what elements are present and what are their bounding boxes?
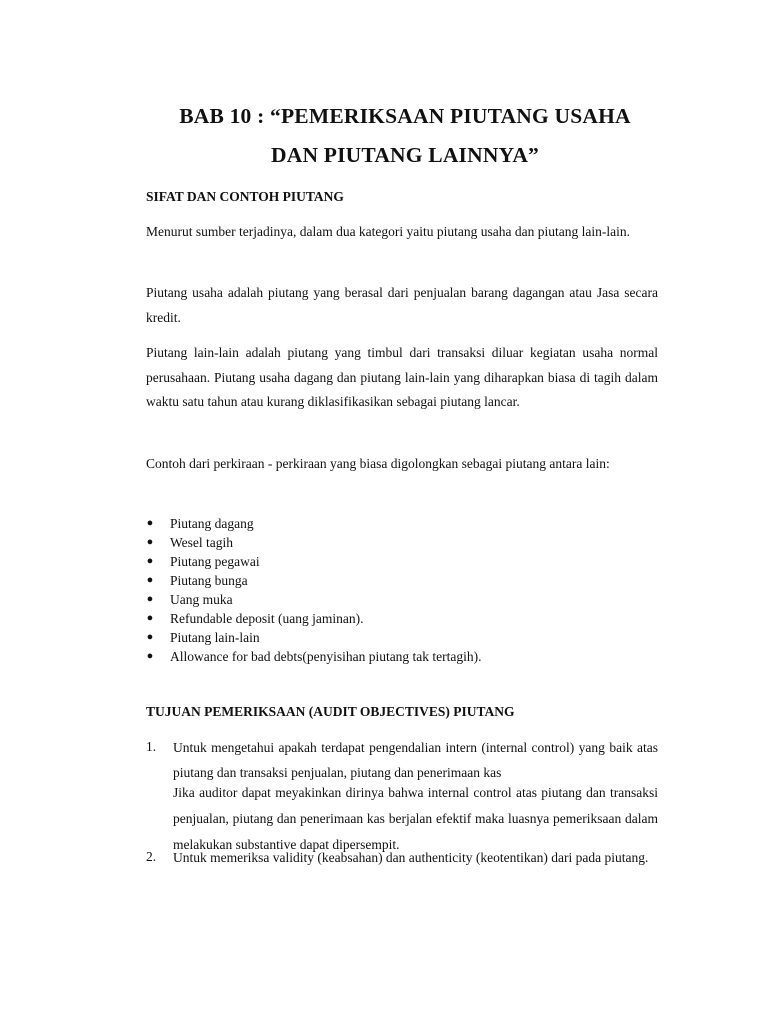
list-item: [146, 571, 666, 590]
document-title-line-1: BAB 10 : “PEMERIKSAAN PIUTANG USAHA: [179, 104, 631, 128]
list-item-1-text: Untuk mengetahui apakah terdapat pengendalian intern (internal control) yang baik atas piutang dan transaksi penjualan, piutang dan penerimaan kas: [173, 740, 658, 780]
paragraph-contoh: Contoh dari perkiraan - perkiraan yang biasa digolongkan sebagai piutang antara lain:: [146, 456, 610, 471]
section-heading-sifat: SIFAT DAN CONTOH PIUTANG: [146, 189, 344, 204]
list-item-text: Wesel tagih: [170, 535, 234, 550]
list-item-text: Refundable deposit (uang jaminan).: [170, 611, 364, 626]
list-item: [146, 628, 666, 647]
bullet-icon: ●: [146, 574, 154, 586]
list-item: [146, 552, 666, 571]
paragraph-piutang-lain: Piutang lain-lain adalah piutang yang timbul dari transaksi diluar kegiatan usaha normal perusahaan. Piutang usaha dagang dan piutang lain-lain yang diharapkan biasa di tagih dalam waktu satu tahun atau kurang diklasifikasikan sebagai piutang lancar.: [146, 345, 658, 410]
list-item-2-text: Untuk memeriksa validity (keabsahan) dan authenticity (keotentikan) dari pada piutang.: [173, 850, 649, 865]
document-title-line-2: DAN PIUTANG LAINNYA”: [271, 143, 539, 167]
list-item-1-continuation: Jika auditor dapat meyakinkan dirinya bahwa internal control atas piutang dan transaksi penjualan, piutang dan penerimaan kas berjalan efektif maka luasnya pemeriksaan dalam melakukan substantive dapat dipersempit.: [173, 785, 658, 852]
paragraph-sumber: Menurut sumber terjadinya, dalam dua kategori yaitu piutang usaha dan piutang lain-lain.: [146, 224, 630, 239]
bullet-icon: ●: [146, 593, 154, 605]
list-item-text: Piutang dagang: [170, 516, 254, 531]
list-item: [146, 647, 666, 666]
bullet-icon: ●: [146, 612, 154, 624]
list-item: [146, 590, 666, 609]
bullet-icon: ●: [146, 536, 154, 548]
list-item: [146, 514, 666, 533]
section-heading-tujuan: TUJUAN PEMERIKSAAN (AUDIT OBJECTIVES) PIUTANG: [146, 704, 515, 719]
list-item-text: Piutang lain-lain: [170, 630, 260, 645]
bullet-icon: ●: [146, 517, 154, 529]
list-item-text: Piutang bunga: [170, 573, 248, 588]
paragraph-piutang-usaha: Piutang usaha adalah piutang yang berasal dari penjualan barang dagangan atau Jasa secara kredit.: [146, 285, 658, 325]
bullet-icon: ●: [146, 650, 154, 662]
list-item-text: Piutang pegawai: [170, 554, 260, 569]
list-item-text: Allowance for bad debts(penyisihan piutang tak tertagih).: [170, 649, 482, 664]
list-item: [146, 533, 666, 552]
list-item: [146, 609, 666, 628]
list-item-text: Uang muka: [170, 592, 233, 607]
list-number-1: 1.: [146, 739, 157, 754]
bullet-list-contoh-piutang: [146, 514, 666, 666]
bullet-icon: ●: [146, 555, 154, 567]
list-number-2: 2.: [146, 849, 157, 864]
bullet-icon: ●: [146, 631, 154, 643]
